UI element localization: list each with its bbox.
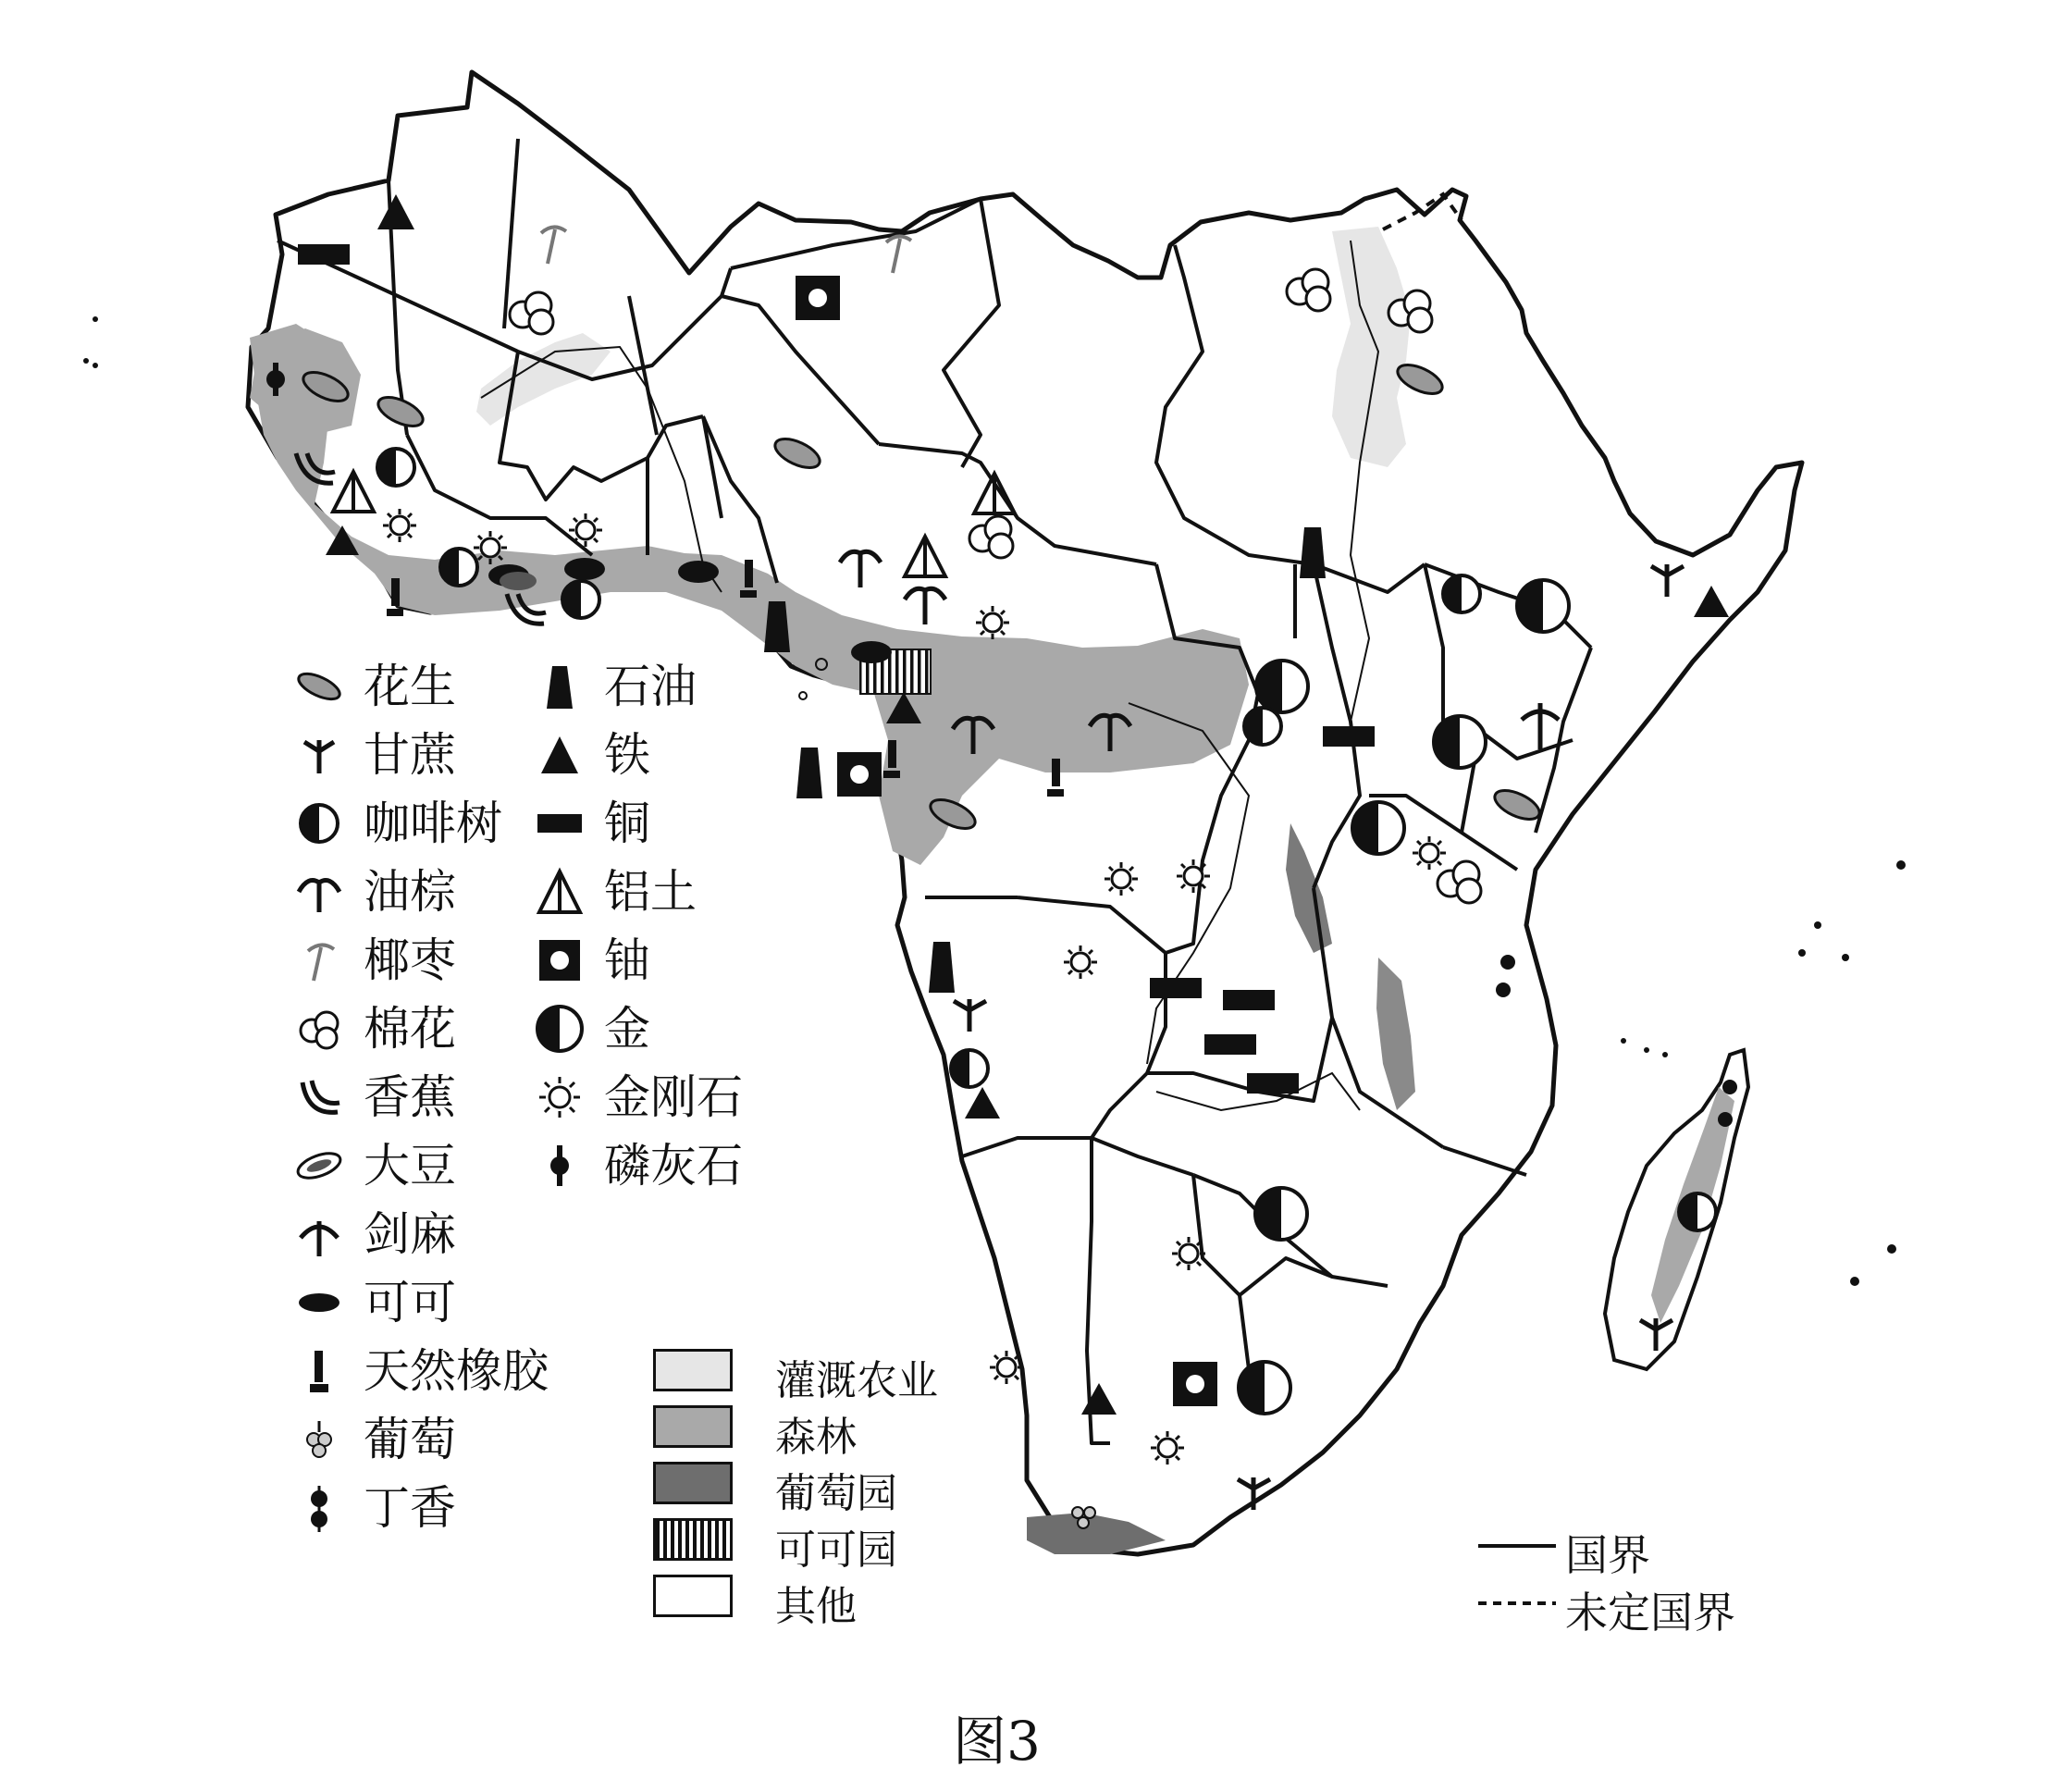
oil-icon — [796, 748, 822, 798]
legend-label: 金 — [604, 1002, 650, 1056]
legend-item-copper — [532, 796, 650, 851]
gold-icon — [532, 1001, 587, 1057]
area-legend-label: 可可园 — [775, 1526, 897, 1574]
date-palm-icon — [291, 933, 347, 988]
diamond-icon — [569, 513, 602, 547]
copper-icon — [1204, 1034, 1256, 1055]
legend-label: 铜 — [604, 797, 650, 850]
copper-icon — [532, 796, 587, 851]
diamond-icon — [532, 1069, 587, 1125]
legend-item-grape — [291, 1412, 456, 1467]
gold-icon — [1255, 1188, 1307, 1240]
soybean-icon — [500, 572, 537, 590]
coffee-icon — [1443, 575, 1480, 612]
cocoa-icon — [851, 641, 892, 663]
legend-label: 丁香 — [364, 1481, 456, 1535]
peanut-icon — [291, 659, 347, 714]
uranium-icon — [796, 276, 840, 320]
legend-label: 棉花 — [364, 1002, 456, 1056]
legend-label: 剑麻 — [364, 1207, 456, 1261]
gold-icon — [1256, 661, 1308, 712]
legend-item-date-palm — [291, 933, 456, 988]
swatch-cocoa-plantation — [653, 1518, 733, 1561]
soybean-icon — [291, 1138, 347, 1193]
copper-icon — [1223, 990, 1275, 1010]
legend-label: 铝土 — [604, 865, 697, 919]
legend-item-iron — [532, 727, 650, 783]
swatch-vineyard — [653, 1462, 733, 1504]
uranium-icon — [532, 933, 587, 988]
iron-icon — [532, 727, 587, 783]
diamond-icon — [1064, 945, 1097, 979]
legend-item-peanut — [291, 659, 456, 714]
legend-item-uranium — [532, 933, 650, 988]
legend-item-phosphate — [532, 1138, 743, 1193]
area-legend-label: 灌溉农业 — [775, 1357, 938, 1404]
coffee-icon — [1679, 1193, 1716, 1230]
coffee-icon — [1244, 708, 1281, 745]
legend-item-bauxite — [532, 864, 697, 920]
diamond-icon — [1105, 862, 1138, 896]
cotton-icon — [291, 1001, 347, 1057]
legend-item-coffee — [291, 796, 502, 851]
banana-icon — [291, 1069, 347, 1125]
legend-label: 花生 — [364, 660, 456, 713]
uranium-icon — [1173, 1362, 1217, 1406]
legend-item-diamond — [532, 1069, 743, 1125]
border-line-symbol — [1478, 1537, 1556, 1555]
legend-label: 椰枣 — [364, 933, 456, 987]
area-legend-label: 葡萄园 — [775, 1470, 897, 1517]
sisal-icon — [291, 1206, 347, 1262]
area-legend-label: 其他 — [775, 1583, 857, 1630]
legend-label: 咖啡树 — [364, 797, 502, 850]
coffee-icon — [951, 1050, 988, 1087]
legend-label: 葡萄 — [364, 1413, 456, 1466]
line-legend-label: 未定国界 — [1565, 1588, 1735, 1638]
diamond-icon — [1151, 1431, 1184, 1464]
legend-item-cocoa — [291, 1275, 456, 1330]
legend-item-rubber — [291, 1343, 549, 1399]
sugarcane-icon — [291, 727, 347, 783]
copper-icon — [1150, 978, 1202, 998]
copper-icon — [298, 244, 350, 265]
legend-label: 铀 — [604, 933, 650, 987]
gold-icon — [1434, 716, 1486, 768]
phosphate-icon — [532, 1138, 587, 1193]
diamond-icon — [1172, 1237, 1205, 1270]
gold-icon — [1352, 802, 1404, 854]
diamond-icon — [474, 531, 507, 564]
uranium-icon — [837, 752, 882, 797]
gold-icon — [1517, 580, 1569, 632]
diamond-icon — [383, 509, 416, 542]
copper-icon — [1247, 1073, 1299, 1094]
legend-label: 石油 — [604, 660, 697, 713]
gold-icon — [1239, 1362, 1290, 1414]
figure-caption: 图3 — [953, 1710, 1041, 1773]
legend-item-soybean — [291, 1138, 456, 1193]
legend-label: 香蕉 — [364, 1070, 456, 1124]
rubber-icon — [291, 1343, 347, 1399]
oil-icon — [532, 659, 587, 714]
cocoa-icon — [564, 558, 605, 580]
legend-item-sisal — [291, 1206, 456, 1262]
legend-item-sugarcane — [291, 727, 456, 783]
grape-icon — [291, 1412, 347, 1467]
swatch-other — [653, 1575, 733, 1617]
legend-label: 磷灰石 — [604, 1139, 743, 1193]
diamond-icon — [990, 1351, 1023, 1384]
swatch-irrigation — [653, 1349, 733, 1391]
cocoa-icon — [291, 1275, 347, 1330]
legend-item-oil-palm — [291, 864, 456, 920]
legend-item-clove — [291, 1480, 456, 1536]
oil-palm-icon — [291, 864, 347, 920]
line-legend-label: 国界 — [1565, 1530, 1650, 1580]
coffee-icon — [562, 581, 599, 618]
legend-label: 甘蔗 — [364, 728, 456, 782]
legend-label: 金刚石 — [604, 1070, 743, 1124]
swatch-forest — [653, 1405, 733, 1448]
area-legend-label: 森林 — [775, 1414, 857, 1461]
bauxite-icon — [532, 864, 587, 920]
legend-label: 天然橡胶 — [364, 1344, 549, 1398]
diamond-icon — [1177, 859, 1210, 893]
legend-label: 可可 — [364, 1276, 456, 1329]
clove-icon — [291, 1480, 347, 1536]
legend-label: 铁 — [604, 728, 650, 782]
legend-item-gold — [532, 1001, 650, 1057]
legend-item-oil — [532, 659, 697, 714]
legend-label: 大豆 — [364, 1139, 456, 1193]
disputed-border-line-symbol — [1478, 1594, 1556, 1613]
coffee-icon — [291, 796, 347, 851]
coffee-icon — [440, 549, 477, 586]
diamond-icon — [976, 606, 1009, 639]
legend-label: 油棕 — [364, 865, 456, 919]
copper-icon — [1323, 726, 1375, 747]
cocoa-icon — [678, 561, 719, 583]
legend-item-cotton — [291, 1001, 456, 1057]
coffee-icon — [377, 449, 414, 486]
legend-item-banana — [291, 1069, 456, 1125]
diamond-icon — [1413, 836, 1446, 870]
